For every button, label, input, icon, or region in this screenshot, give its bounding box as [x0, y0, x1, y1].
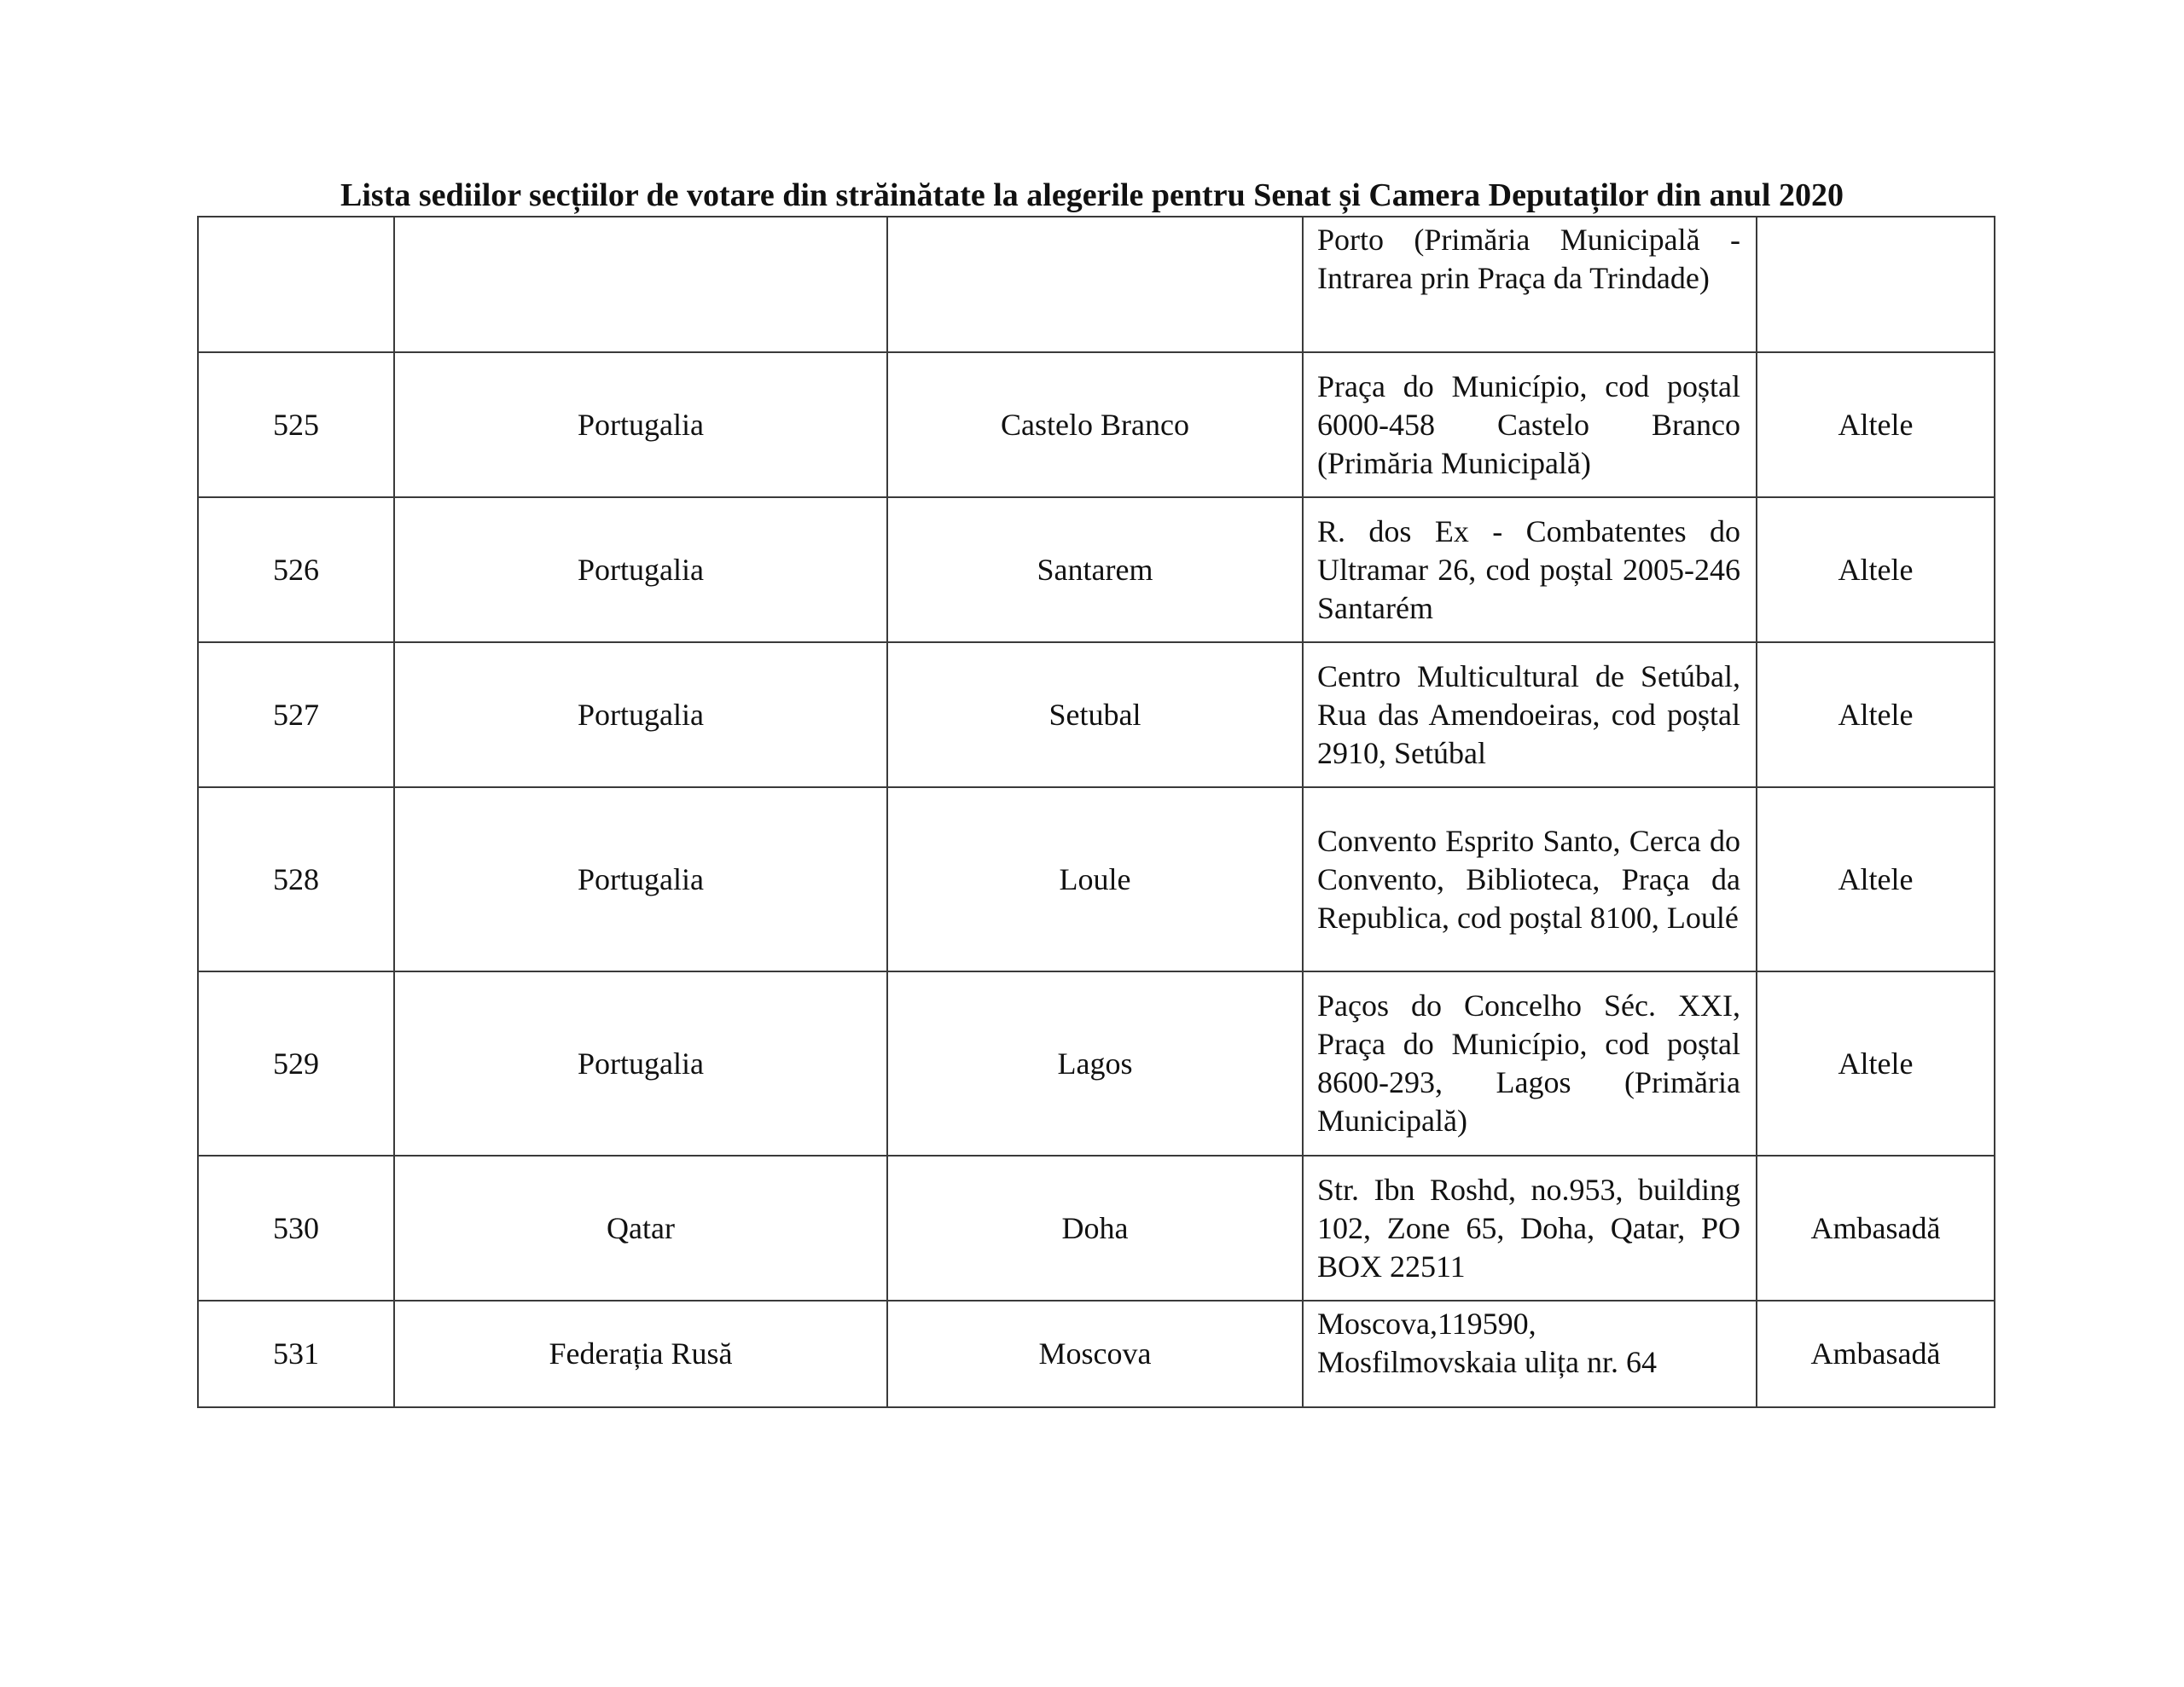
country-cell: Portugalia	[394, 497, 887, 642]
station-number-cell: 528	[198, 787, 394, 971]
address-cell: Moscova,119590, Mosfilmovskaia ulița nr. 64	[1303, 1301, 1757, 1407]
table-row	[198, 1301, 1995, 1407]
page-title: Lista sediilor secțiilor de votare din străinătate la alegerile pentru Senat și Camera Deputaților din anul 2020	[340, 177, 1844, 213]
country-cell: Federația Rusă	[394, 1301, 887, 1407]
table-row	[198, 642, 1995, 787]
station-number-cell: 526	[198, 497, 394, 642]
station-type-cell: Altele	[1757, 642, 1995, 787]
country-cell: Qatar	[394, 1156, 887, 1301]
city-cell: Moscova	[887, 1301, 1303, 1407]
station-type-cell: Altele	[1757, 971, 1995, 1156]
address-cell: Praça do Município, cod poștal 6000-458 Castelo Branco (Primăria Municipală)	[1303, 352, 1757, 497]
station-number-cell: 530	[198, 1156, 394, 1301]
country-cell: Portugalia	[394, 787, 887, 971]
table-row	[198, 352, 1995, 497]
city-cell: Setubal	[887, 642, 1303, 787]
table-row	[198, 497, 1995, 642]
table-row	[198, 1156, 1995, 1301]
station-type-cell: Ambasadă	[1757, 1156, 1995, 1301]
station-number-cell: 531	[198, 1301, 394, 1407]
polling-stations-table	[197, 216, 1995, 1408]
station-number-cell: 527	[198, 642, 394, 787]
country-cell	[394, 217, 887, 352]
station-number-cell	[198, 217, 394, 352]
station-number-cell: 525	[198, 352, 394, 497]
station-type-cell: Ambasadă	[1757, 1301, 1995, 1407]
city-cell: Lagos	[887, 971, 1303, 1156]
city-cell: Castelo Branco	[887, 352, 1303, 497]
address-cell: Paços do Concelho Séc. XXI, Praça do Município, cod poștal 8600-293, Lagos (Primăria Municipală)	[1303, 971, 1757, 1156]
city-cell: Loule	[887, 787, 1303, 971]
station-number-cell: 529	[198, 971, 394, 1156]
country-cell: Portugalia	[394, 642, 887, 787]
address-cell: Str. Ibn Roshd, no.953, building 102, Zone 65, Doha, Qatar, PO BOX 22511	[1303, 1156, 1757, 1301]
station-type-cell	[1757, 217, 1995, 352]
station-type-cell: Altele	[1757, 787, 1995, 971]
address-cell: Convento Esprito Santo, Cerca do Convento, Biblioteca, Praça da Republica, cod poștal 8100, Loulé	[1303, 787, 1757, 971]
city-cell: Santarem	[887, 497, 1303, 642]
address-cell: Porto (Primăria Municipală - Intrarea prin Praça da Trindade)	[1303, 217, 1757, 352]
address-cell: R. dos Ex - Combatentes do Ultramar 26, cod poștal 2005-246 Santarém	[1303, 497, 1757, 642]
country-cell: Portugalia	[394, 971, 887, 1156]
country-cell: Portugalia	[394, 352, 887, 497]
table-row	[198, 217, 1995, 352]
station-type-cell: Altele	[1757, 352, 1995, 497]
city-cell: Doha	[887, 1156, 1303, 1301]
station-type-cell: Altele	[1757, 497, 1995, 642]
address-cell: Centro Multicultural de Setúbal, Rua das Amendoeiras, cod poștal 2910, Setúbal	[1303, 642, 1757, 787]
city-cell	[887, 217, 1303, 352]
table-row	[198, 787, 1995, 971]
table-row	[198, 971, 1995, 1156]
